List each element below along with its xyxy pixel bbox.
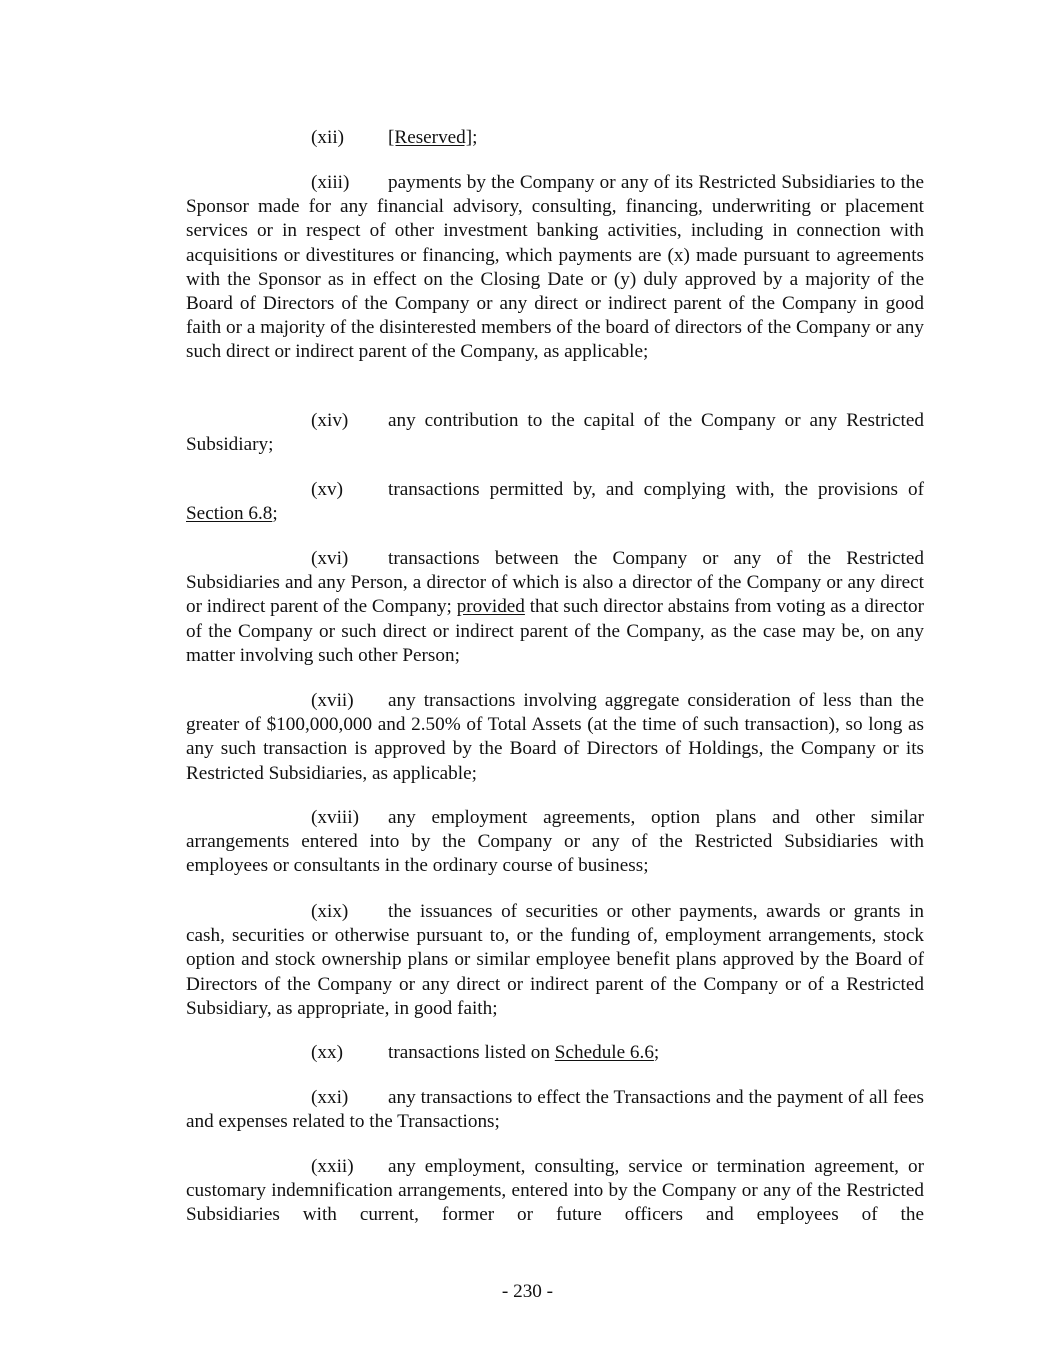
provided-term: provided — [456, 596, 525, 618]
clause-number: (xiv) — [311, 410, 349, 431]
clause-number: (xix) — [311, 901, 349, 922]
clause-xxii: (xxii) any employment, consulting, service or termination agreement, or customary indemnification arrangements, entered into by the Company or any of the Restricted Subsidiaries with current, former or future officers and employees of the — [186, 1156, 924, 1226]
clause-number: (xxii) — [311, 1156, 354, 1177]
clause-xii: (xii) [Reserved]; — [186, 126, 924, 150]
page-number: - 230 - — [501, 1281, 554, 1302]
section-reference: Section 6.8 — [186, 503, 273, 525]
clause-xviii: (xviii) any employment agreements, option plans and other similar arrangements entered into by the Company or any of the Restricted Subsidiaries with employees or consultants in the ordinary course of business; — [186, 807, 924, 877]
reserved-link: [Reserved] — [388, 127, 473, 148]
clause-xv: (xv) transactions permitted by, and complying with, the provisions of Section 6.8; — [186, 479, 924, 525]
clause-xiv: (xiv) any contribution to the capital of the Company or any Restricted Subsidiary; — [186, 410, 924, 456]
clause-xix: (xix) the issuances of securities or other payments, awards or grants in cash, securities or otherwise pursuant to, or the funding of, employment arrangements, stock option and stock ownership plans or similar employee benefit plans approved by the Board of Directors of the Company or any direct or indirect parent of the Company or of a Restricted Subsidiary, as appropriate, in good faith; — [186, 901, 924, 1019]
clause-number: (xviii) — [311, 807, 359, 828]
clause-number: (xv) — [311, 479, 343, 500]
schedule-reference: Schedule 6.6 — [554, 1042, 654, 1063]
clause-number: (xxi) — [311, 1087, 349, 1108]
clause-number: (xii) — [311, 127, 345, 148]
clause-xxi: (xxi) any transactions to effect the Transactions and the payment of all fees and expenses related to the Transactions; — [186, 1087, 924, 1133]
clause-number: (xiii) — [311, 172, 350, 193]
clause-number: (xx) — [311, 1042, 343, 1063]
clause-number: (xvi) — [311, 548, 349, 569]
clause-xiii: (xiii) payments by the Company or any of its Restricted Subsidiaries to the Sponsor made for any financial advisory, consulting, financing, underwriting or placement services or in respect of other investment banking activities, including in connection with acquisitions or divestitures or financing, which payments are (x) made pursuant to agreements with the Sponsor as in effect on the Closing Date or (y) duly approved by a majority of the Board of Directors of the Company or any direct or indirect parent of the Company in good faith or a majority of the disinterested members of the board of directors of the Company or any such direct or indirect parent of the Company, as applicable; — [186, 172, 924, 363]
clause-xvi: (xvi) transactions between the Company or any of the Restricted Subsidiaries and any Person, a director of which is also a director of the Company or any direct or indirect parent of the Company; provided that such director abstains from voting as a director of the Company or such direct or indirect parent of the Company, as the case may be, on any matter involving such other Person; — [186, 548, 924, 666]
clause-xx: (xx) transactions listed on Schedule 6.6; — [186, 1041, 924, 1065]
clause-xvii: (xvii) any transactions involving aggregate consideration of less than the greater of $100,000,000 and 2.50% of Total Assets (at the time of such transaction), so long as any such transaction is approved by the Board of Directors of Holdings, the Company or its Restricted Subsidiaries, as applicable; — [186, 690, 924, 784]
clause-number: (xvii) — [311, 690, 354, 711]
